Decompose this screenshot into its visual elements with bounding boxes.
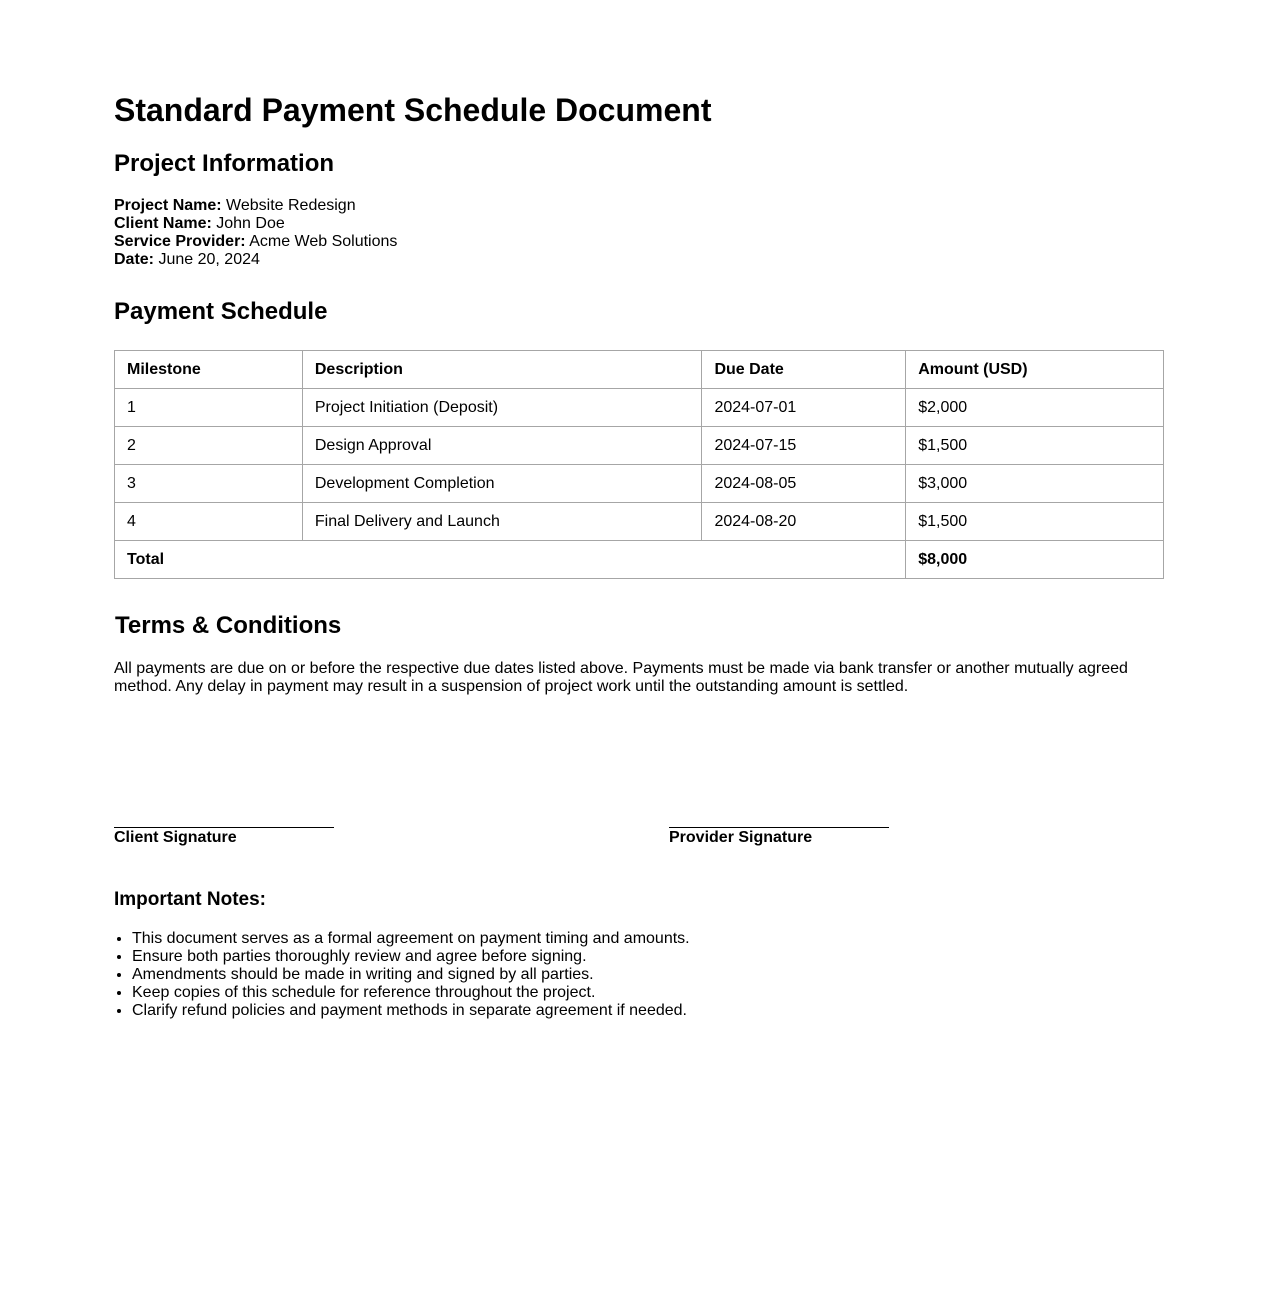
amount-cell: $2,000 [906, 389, 1164, 427]
document-title: Standard Payment Schedule Document [114, 92, 712, 128]
list-item: • This document serves as a formal agreement on payment timing and amounts. [132, 930, 690, 948]
field-label: Date: [114, 251, 155, 268]
total-amount-cell: $8,000 [906, 541, 1164, 579]
payment-schedule-table [114, 350, 1164, 579]
provider-signature-label: Provider Signature [669, 829, 813, 846]
column-header: Milestone [115, 351, 303, 389]
list-item: • Ensure both parties thoroughly review and agree before signing. [132, 948, 690, 966]
column-header: Due Date [702, 351, 906, 389]
provider-signature-line [669, 827, 889, 847]
field-label: Client Name: [114, 215, 212, 232]
service-provider-line [114, 233, 397, 251]
payment-schedule-heading: Payment Schedule [114, 298, 328, 325]
table-row [115, 389, 1164, 427]
milestone-cell: 2 [115, 427, 303, 465]
field-value: John Doe [216, 215, 285, 232]
due-date-cell: 2024-08-05 [702, 465, 906, 503]
description-cell: Project Initiation (Deposit) [302, 389, 702, 427]
date-line [114, 251, 397, 269]
project-name-line [114, 197, 397, 215]
client-name-line [114, 215, 397, 233]
due-date-cell: 2024-07-01 [702, 389, 906, 427]
milestone-cell: 3 [115, 465, 303, 503]
list-item: • Keep copies of this schedule for reference throughout the project. [132, 984, 690, 1002]
project-info-heading: Project Information [114, 150, 335, 177]
amount-cell: $1,500 [906, 427, 1164, 465]
table-row [115, 465, 1164, 503]
field-value: June 20, 2024 [158, 251, 260, 268]
amount-cell: $3,000 [906, 465, 1164, 503]
terms-heading: Terms & Conditions [115, 612, 342, 639]
field-value: Acme Web Solutions [249, 233, 398, 250]
amount-cell: $1,500 [906, 503, 1164, 541]
terms-text: All payments are due on or before the respective due dates listed above. Payments must be made via bank transfer or another mutually agreed method. Any delay in payment may result in a suspension of project work until the outstanding amount is settled. [114, 660, 1128, 695]
total-row [115, 541, 1164, 579]
field-value: Website Redesign [226, 197, 356, 214]
column-header: Description [302, 351, 702, 389]
table-row [115, 503, 1164, 541]
column-header: Amount (USD) [906, 351, 1164, 389]
due-date-cell: 2024-07-15 [702, 427, 906, 465]
project-info-block [114, 197, 397, 269]
milestone-cell: 1 [115, 389, 303, 427]
important-notes-heading: Important Notes: [114, 889, 266, 910]
due-date-cell: 2024-08-20 [702, 503, 906, 541]
description-cell: Design Approval [302, 427, 702, 465]
total-label-cell: Total [115, 541, 906, 579]
list-item: • Amendments should be made in writing and signed by all parties. [132, 966, 690, 984]
table-header-row [115, 351, 1164, 389]
milestone-cell: 4 [115, 503, 303, 541]
client-signature-label: Client Signature [114, 829, 237, 846]
description-cell: Final Delivery and Launch [302, 503, 702, 541]
important-notes-list [114, 930, 690, 1020]
table-row [115, 427, 1164, 465]
description-cell: Development Completion [302, 465, 702, 503]
field-label: Service Provider: [114, 233, 246, 250]
list-item: • Clarify refund policies and payment methods in separate agreement if needed. [132, 1002, 690, 1020]
client-signature-line [114, 827, 334, 847]
field-label: Project Name: [114, 197, 222, 214]
